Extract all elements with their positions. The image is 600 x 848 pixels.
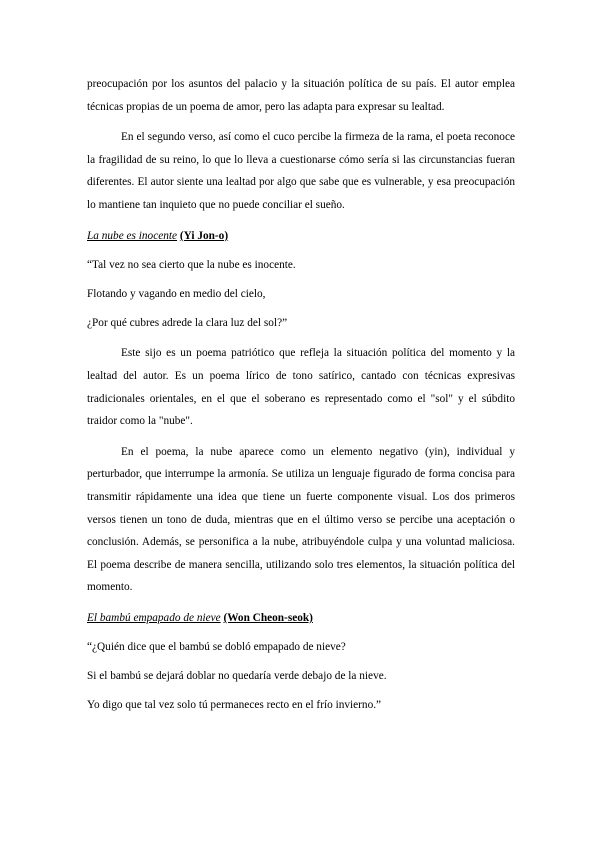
paragraph-analysis-1: Este sijo es un poema patriótico que refleja la situación política del momento y la lealtad del autor. Es un poema lírico de tono satírico, cantado con técnicas expresivas tradicionales orientales, en el que el soberano es representado como el "sol" y el súbdito traidor como la "nube". bbox=[87, 347, 515, 428]
verse-line: “Tal vez no sea cierto que la nube es inocente. bbox=[87, 258, 296, 271]
poem-title: La nube es inocente bbox=[87, 229, 178, 242]
poem-author: (Yi Jon-o) bbox=[179, 229, 229, 242]
verse-line: Yo digo que tal vez solo tú permaneces recto en el frío invierno.” bbox=[87, 699, 382, 712]
poem-author: (Won Cheon-seok) bbox=[223, 611, 313, 624]
verse-line: ¿Por qué cubres adrede la clara luz del sol?” bbox=[87, 316, 288, 329]
paragraph-analysis-2: En el poema, la nube aparece como un elemento negativo (yin), individual y perturbador, que interrumpe la armonía. Se utiliza un lenguaje figurado de forma concisa para transmitir rápidamente una idea que tiene un fuerte componente visual. Los dos primeros versos tienen un tono de duda, mientras que en el último verso se percibe una aceptación o conclusión. Además, se personifica a la nube, atribuyéndole culpa y una voluntad maliciosa. El poema describe de manera sencilla, utilizando solo tres elementos, la situación política del momento. bbox=[87, 445, 515, 594]
section-title-el-bambu bbox=[87, 607, 515, 630]
document-page bbox=[87, 73, 515, 717]
verse-line: “¿Quién dice que el bambú se dobló empapado de nieve? bbox=[87, 641, 346, 654]
verse-line: Flotando y vagando en medio del cielo, bbox=[87, 287, 266, 300]
poem-title: El bambú empapado de nieve bbox=[87, 611, 221, 624]
paragraph-second-verse: En el segundo verso, así como el cuco percibe la firmeza de la rama, el poeta reconoce la fragilidad de su reino, lo que lo lleva a cuestionarse cómo sería si las circunstancias fueran diferentes. El autor siente una lealtad por algo que sabe que es vulnerable, y esa preocupación lo mantiene tan inquieto que no puede conciliar el sueño. bbox=[87, 131, 515, 211]
verse-line: Si el bambú se dejará doblar no quedaría verde debajo de la nieve. bbox=[87, 670, 387, 683]
paragraph-intro: preocupación por los asuntos del palacio y la situación política de su país. El autor emplea técnicas propias de un poema de amor, pero las adapta para expresar su lealtad. bbox=[87, 78, 515, 113]
section-title-la-nube bbox=[87, 225, 515, 248]
